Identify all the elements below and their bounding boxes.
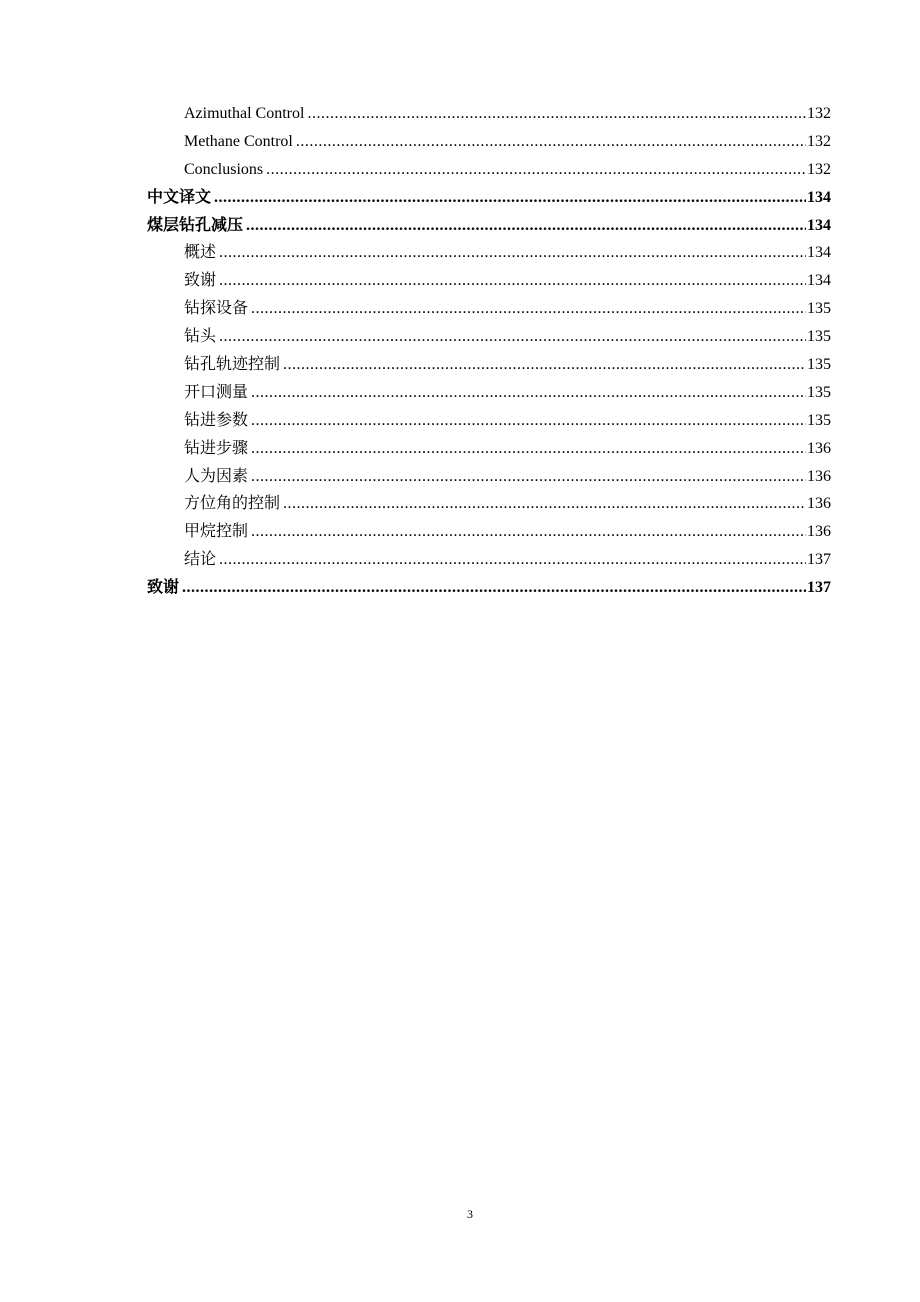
toc-leader-dots bbox=[219, 239, 806, 267]
toc-entry-page: 137 bbox=[807, 579, 831, 597]
toc-entry-page: 135 bbox=[807, 383, 831, 401]
toc-entry[interactable] bbox=[147, 463, 831, 491]
toc-entry-page: 137 bbox=[807, 551, 831, 569]
toc-entry-title: 致谢 bbox=[147, 579, 180, 597]
toc-leader-dots bbox=[251, 518, 806, 546]
toc-leader-dots bbox=[182, 574, 806, 602]
toc-leader-dots bbox=[296, 128, 806, 156]
table-of-contents bbox=[147, 100, 831, 602]
toc-entry-page: 134 bbox=[807, 188, 831, 206]
toc-entry-page: 136 bbox=[807, 467, 831, 485]
toc-leader-dots bbox=[266, 156, 806, 184]
toc-entry-title: 钻头 bbox=[184, 328, 217, 346]
toc-entry[interactable] bbox=[147, 407, 831, 435]
toc-leader-dots bbox=[246, 212, 806, 240]
toc-entry-page: 135 bbox=[807, 328, 831, 346]
toc-entry-title: Methane Control bbox=[184, 132, 293, 150]
toc-entry[interactable] bbox=[147, 351, 831, 379]
toc-entry-page: 135 bbox=[807, 411, 831, 429]
toc-leader-dots bbox=[219, 323, 806, 351]
toc-entry-title: 钻进步骤 bbox=[184, 439, 249, 457]
toc-entry[interactable] bbox=[147, 435, 831, 463]
toc-entry[interactable] bbox=[147, 323, 831, 351]
toc-entry-title: 人为因素 bbox=[184, 467, 249, 485]
toc-entry[interactable] bbox=[147, 184, 831, 212]
toc-entry-title: 钻进参数 bbox=[184, 411, 249, 429]
toc-entry[interactable] bbox=[147, 546, 831, 574]
toc-leader-dots bbox=[283, 490, 806, 518]
toc-entry-page: 134 bbox=[807, 216, 831, 234]
toc-leader-dots bbox=[251, 463, 806, 491]
toc-entry-title: Azimuthal Control bbox=[184, 105, 305, 122]
toc-entry[interactable] bbox=[147, 239, 831, 267]
toc-entry-page: 132 bbox=[807, 132, 831, 150]
toc-entry-title: Conclusions bbox=[184, 160, 264, 178]
toc-entry-page: 136 bbox=[807, 495, 831, 513]
toc-entry[interactable] bbox=[147, 490, 831, 518]
toc-entry-page: 132 bbox=[807, 105, 831, 122]
toc-entry-title: 钻孔轨迹控制 bbox=[184, 356, 281, 374]
toc-entry-title: 开口测量 bbox=[184, 383, 249, 401]
toc-entry[interactable] bbox=[147, 212, 831, 240]
toc-entry-title: 煤层钻孔减压 bbox=[147, 216, 244, 234]
toc-entry-page: 136 bbox=[807, 439, 831, 457]
toc-entry[interactable] bbox=[147, 128, 831, 156]
toc-entry[interactable] bbox=[147, 379, 831, 407]
toc-entry[interactable] bbox=[147, 267, 831, 295]
toc-leader-dots bbox=[251, 407, 806, 435]
toc-leader-dots bbox=[283, 351, 806, 379]
toc-entry[interactable] bbox=[147, 574, 831, 602]
toc-leader-dots bbox=[219, 546, 806, 574]
toc-leader-dots bbox=[251, 379, 806, 407]
toc-entry-title: 方位角的控制 bbox=[184, 495, 281, 513]
toc-entry-title: 钻探设备 bbox=[184, 300, 249, 318]
toc-leader-dots bbox=[219, 267, 806, 295]
toc-leader-dots bbox=[307, 100, 806, 128]
toc-leader-dots bbox=[251, 435, 806, 463]
toc-entry-page: 134 bbox=[807, 244, 831, 262]
toc-entry-title: 结论 bbox=[184, 551, 217, 569]
toc-entry[interactable] bbox=[147, 295, 831, 323]
toc-entry[interactable] bbox=[147, 518, 831, 546]
toc-entry-title: 致谢 bbox=[184, 272, 217, 290]
toc-entry[interactable] bbox=[147, 100, 831, 128]
toc-entry-title: 中文译文 bbox=[147, 188, 212, 206]
toc-entry[interactable] bbox=[147, 156, 831, 184]
toc-entry-page: 136 bbox=[807, 523, 831, 541]
toc-leader-dots bbox=[251, 295, 806, 323]
toc-leader-dots bbox=[214, 184, 806, 212]
page-number: 3 bbox=[467, 1207, 473, 1221]
toc-entry-page: 135 bbox=[807, 356, 831, 374]
toc-entry-title: 概述 bbox=[184, 244, 217, 262]
toc-entry-page: 134 bbox=[807, 272, 831, 290]
toc-entry-title: 甲烷控制 bbox=[184, 523, 249, 541]
toc-entry-page: 135 bbox=[807, 300, 831, 318]
toc-entry-page: 132 bbox=[807, 160, 831, 178]
